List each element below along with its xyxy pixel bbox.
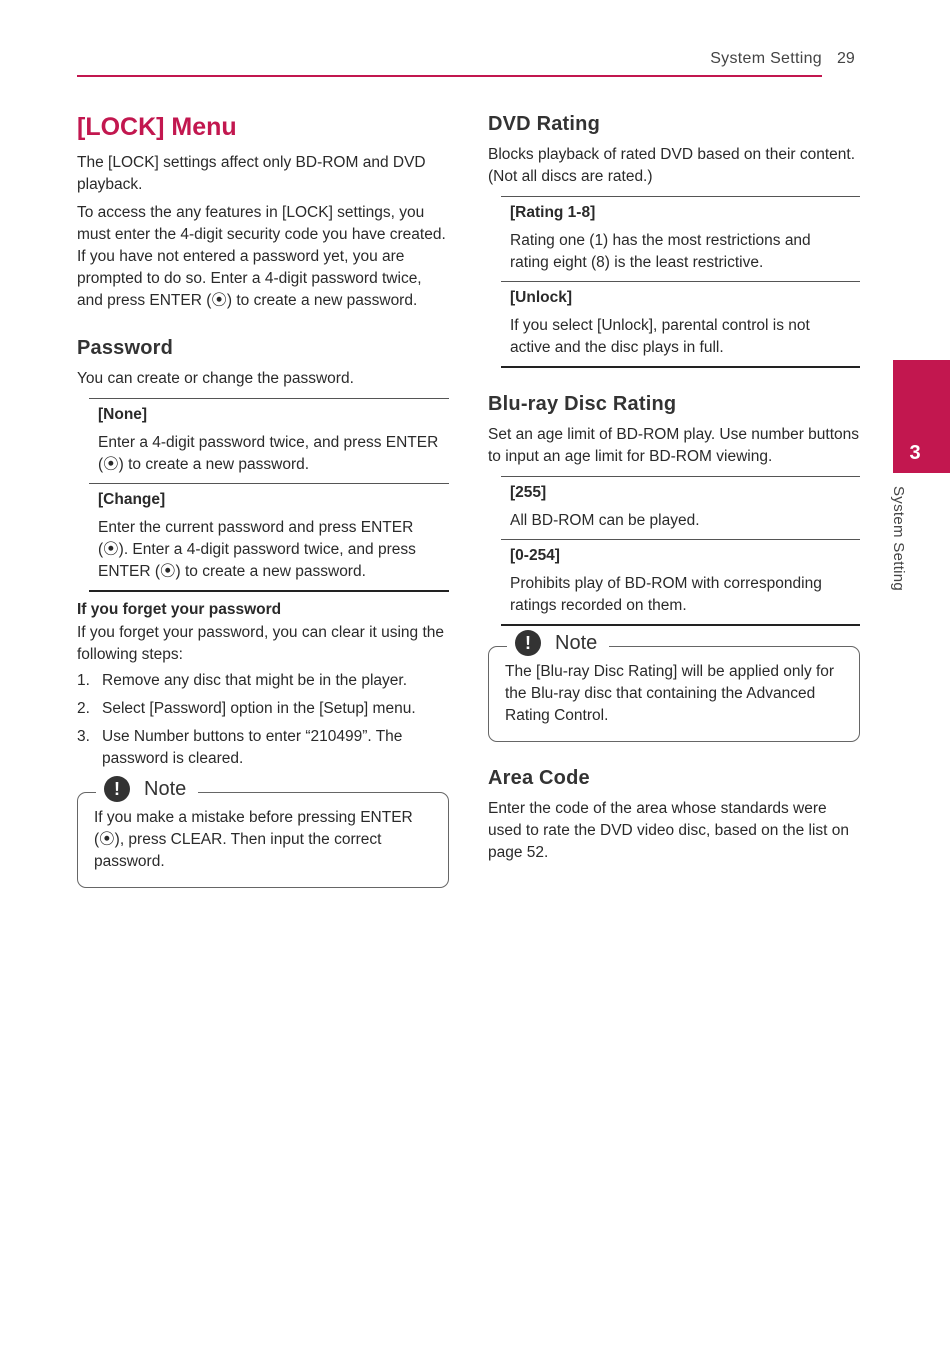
password-options-table <box>89 398 449 592</box>
lock-intro-2: To access the any features in [LOCK] settings, you must enter the 4-digit security code you have created. <box>77 204 446 243</box>
option-name: [255] <box>510 484 547 501</box>
list-item <box>77 726 449 770</box>
option-desc: Rating one (1) has the most restrictions and rating eight (8) is the least restrictive. <box>510 232 811 271</box>
option-desc: Prohibits play of BD-ROM with corresponding ratings recorded on them. <box>510 575 822 614</box>
note-header <box>96 776 198 802</box>
bluray-rating-heading: Blu-ray Disc Rating <box>488 393 677 415</box>
chapter-number: 3 <box>909 442 921 464</box>
option-row-255 <box>501 477 860 540</box>
option-desc: If you select [Unlock], parental control is not active and the disc plays in full. <box>510 317 810 356</box>
note-label: Note <box>555 631 598 654</box>
dvd-rating-desc: Blocks playback of rated DVD based on their content. (Not all discs are rated.) <box>488 146 856 185</box>
note-text: The [Blu-ray Disc Rating] will be applied only for the Blu-ray disc that containing the Advanced Rating Control. <box>505 663 835 724</box>
option-row-0-254 <box>501 540 860 626</box>
right-column <box>488 110 860 864</box>
option-name: [Unlock] <box>510 289 572 306</box>
step-number: 2. <box>77 700 90 717</box>
dvd-rating-heading: DVD Rating <box>488 113 600 135</box>
area-code-heading: Area Code <box>488 767 590 789</box>
note-box <box>488 631 860 742</box>
bluray-options-table <box>501 476 860 626</box>
option-desc: All BD-ROM can be played. <box>510 512 700 529</box>
option-name: [Change] <box>98 491 166 508</box>
note-box <box>77 777 449 888</box>
note-text: If you make a mistake before pressing ENTER (⦿), press CLEAR. Then input the correct password. <box>94 809 413 870</box>
password-heading: Password <box>77 337 174 359</box>
note-header <box>507 630 609 656</box>
area-code-desc: Enter the code of the area whose standards were used to rate the DVD video disc, based on the list on page 52. <box>488 800 850 861</box>
forget-password-desc: If you forget your password, you can clear it using the following steps: <box>77 624 445 663</box>
page-number: 29 <box>837 50 855 67</box>
forget-password-heading: If you forget your password <box>77 601 282 618</box>
option-name: [0-254] <box>510 547 560 564</box>
list-item <box>77 698 449 720</box>
lock-intro-3: If you have not entered a password yet, you are prompted to do so. Enter a 4-digit password twice, and press ENTER (⦿) to create a new password. <box>77 248 422 309</box>
step-number: 3. <box>77 728 90 745</box>
lock-menu-title: [LOCK] Menu <box>77 113 237 141</box>
dvd-options-table <box>501 196 860 368</box>
step-text: Use Number buttons to enter “210499”. The password is cleared. <box>102 728 403 767</box>
forget-steps-list <box>77 670 449 770</box>
option-row-none <box>89 399 449 484</box>
header-section-title: System Setting <box>710 50 822 67</box>
option-row-rating <box>501 197 860 282</box>
page-header <box>77 46 822 77</box>
exclamation-icon: ! <box>515 630 541 656</box>
list-item <box>77 670 449 692</box>
option-name: [Rating 1-8] <box>510 204 596 221</box>
option-row-unlock <box>501 282 860 368</box>
note-label: Note <box>144 777 187 800</box>
chapter-label: System Setting <box>890 486 907 592</box>
exclamation-icon: ! <box>104 776 130 802</box>
option-name: [None] <box>98 406 148 423</box>
step-number: 1. <box>77 672 90 689</box>
left-column <box>77 110 449 888</box>
lock-intro-1: The [LOCK] settings affect only BD-ROM and DVD playback. <box>77 154 426 193</box>
option-desc: Enter a 4-digit password twice, and press ENTER (⦿) to create a new password. <box>98 434 439 473</box>
option-desc: Enter the current password and press ENTER (⦿). Enter a 4-digit password twice, and press ENTER (⦿) to create a new password. <box>98 519 416 580</box>
option-row-change <box>89 484 449 592</box>
password-desc: You can create or change the password. <box>77 370 354 387</box>
step-text: Select [Password] option in the [Setup] menu. <box>102 700 416 717</box>
step-text: Remove any disc that might be in the player. <box>102 672 407 689</box>
bluray-rating-desc: Set an age limit of BD-ROM play. Use number buttons to input an age limit for BD-ROM viewing. <box>488 426 860 465</box>
